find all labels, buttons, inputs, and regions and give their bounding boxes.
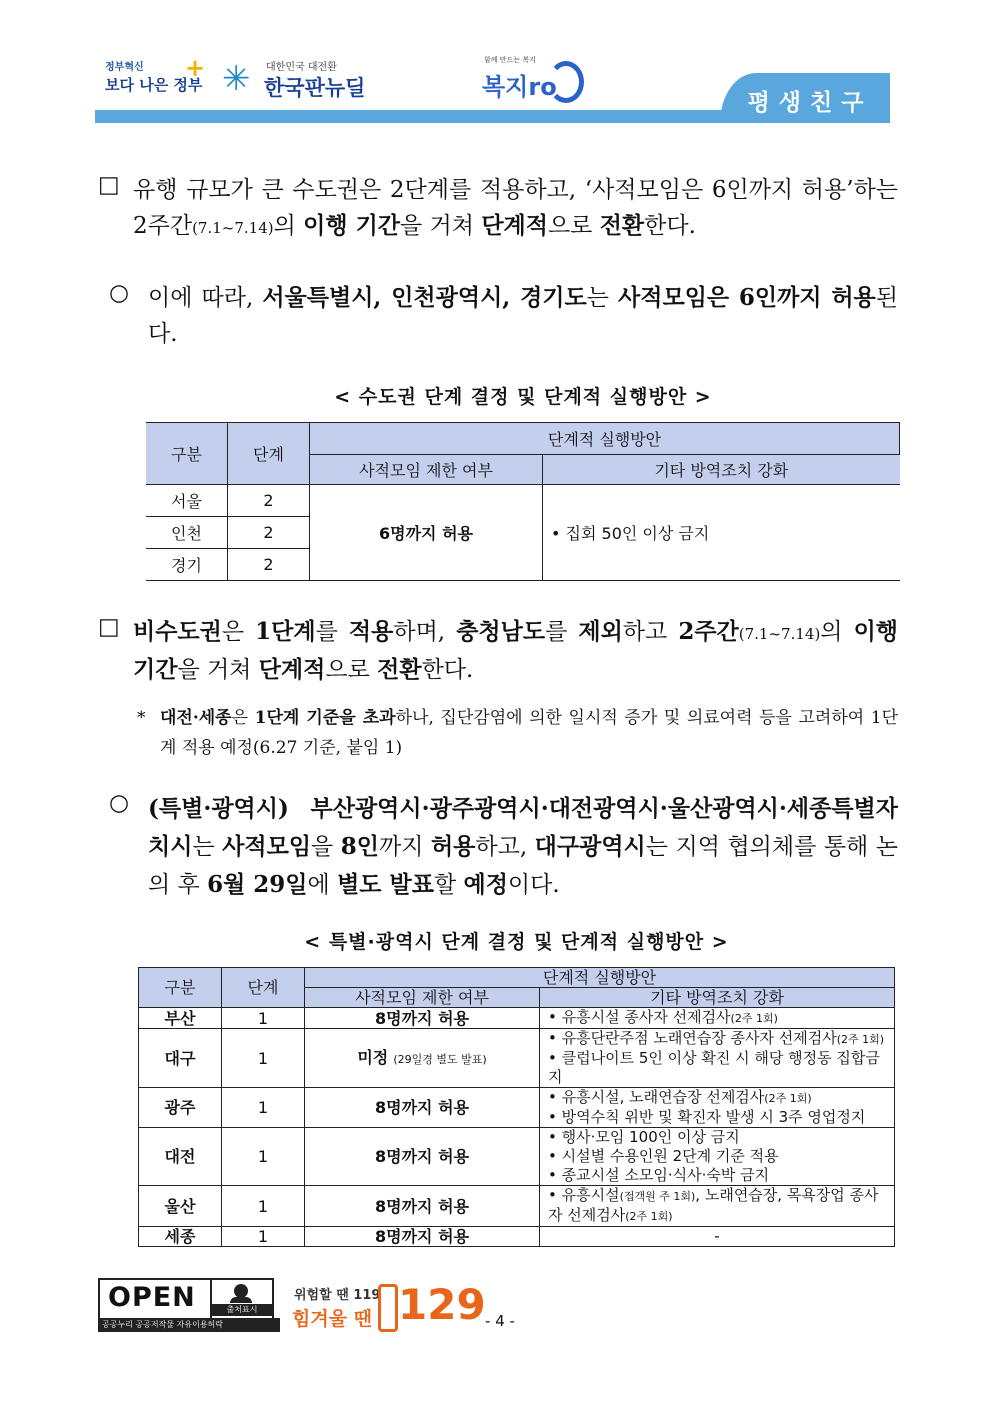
t2-level-cell: 1 [222,1029,305,1088]
t1-level-cell: 2 [228,549,310,581]
t2-header-gubun: 구분 [139,968,222,1008]
page-number: - 4 - [485,1312,515,1330]
t2-region-cell: 대전 [139,1128,222,1186]
t2-region-cell: 부산 [139,1008,222,1029]
table-row [139,1128,895,1186]
open-license-badge [98,1278,280,1330]
table-row [139,1029,895,1088]
logo3-top-text: 함께 만드는 복지 [484,56,536,64]
t1-header-other: 기타 방역조치 강화 [543,455,900,485]
t2-region-cell: 울산 [139,1186,222,1227]
logo-government-innovation [105,54,206,106]
t1-other-cell: • 집회 50인 이상 금지 [543,485,900,581]
open-label: OPEN [108,1282,196,1313]
table-row [139,1088,895,1128]
logo3-main-text: 복지ro [482,73,557,101]
t2-measures-cell: - [540,1227,895,1247]
plus-icon: + [185,54,206,82]
section1-bullet: □ [98,172,120,198]
t2-limit-cell: 미정 (29일경 별도 발표) [305,1029,540,1088]
person-icon [234,1284,248,1298]
t2-region-cell: 세종 [139,1227,222,1247]
hotline-top-text: 위험할 땐 119 [294,1288,381,1303]
section2-bullet: □ [98,614,120,640]
open-box [98,1278,212,1320]
section1-text: 유행 규모가 큰 수도권은 2단계를 적용하고, ‘사적모임은 6인까지 허용’하는 2주간(7.1~7.14)의 이행 기간을 거쳐 단계적으로 전환한다. [133,177,898,239]
t2-header-other: 기타 방역조치 강화 [540,988,895,1008]
open-license-subtext: 공공누리 공공저작물 자유이용허락 [98,1318,280,1332]
new-deal-star-icon: ✳ [222,59,251,99]
t1-level-cell: 2 [228,517,310,549]
t2-header-dangye: 단계 [222,968,305,1008]
table2-caption: < 특별·광역시 단계 결정 및 단계적 실행방안 > [304,931,729,953]
bokjiro-ring-icon [548,61,584,103]
table-row [146,485,900,517]
table2 [138,967,895,1247]
t2-limit-cell: 8명까지 허용 [305,1128,540,1186]
note-mark: * [137,708,146,728]
table-row [139,1227,895,1247]
logo-korean-new-deal [222,58,367,106]
t2-limit-cell: 8명까지 허용 [305,1008,540,1029]
phone-icon [378,1284,398,1332]
t1-region-cell: 인천 [146,517,228,549]
logo-bokjiro [482,55,582,105]
t2-limit-cell: 8명까지 허용 [305,1088,540,1128]
t1-header-gubun: 구분 [146,423,228,485]
t2-level-cell: 1 [222,1008,305,1029]
logo1-main-text: 보다 나은 정부 [105,76,203,94]
t2-level-cell: 1 [222,1088,305,1128]
t1-region-cell: 경기 [146,549,228,581]
t1-level-cell: 2 [228,485,310,517]
hotline-banner [292,1280,492,1335]
t2-region-cell: 광주 [139,1088,222,1128]
t2-header-plan: 단계적 실행방안 [305,968,895,988]
t2-limit-cell: 8명까지 허용 [305,1186,540,1227]
t1-limit-cell: 6명까지 허용 [310,485,543,581]
t1-region-cell: 서울 [146,485,228,517]
t2-measures-cell: • 유흥단란주점 노래연습장 종사자 선제검사(2주 1회) • 클럽나이트 5인 이상 확진 시 해당 행정동 집합금지 [540,1029,895,1088]
t2-measures-cell: • 행사·모임 100인 이상 금지 • 시설별 수용인원 2단계 기준 적용 • 종교시설 소모임·식사·숙박 금지 [540,1128,895,1186]
section2-sub-bullet: ○ [109,790,130,816]
t2-level-cell: 1 [222,1186,305,1227]
table1 [146,422,900,581]
t2-measures-cell: • 유흥시설, 노래연습장 선제검사(2주 1회) • 방역수칙 위반 및 확진자 발생 시 3주 영업정지 [540,1088,895,1128]
t2-level-cell: 1 [222,1227,305,1247]
t1-header-limit: 사적모임 제한 여부 [310,455,543,485]
attribution-label: 출처표시 [212,1304,272,1316]
t1-header-dangye: 단계 [228,423,310,485]
t2-region-cell: 대구 [139,1029,222,1088]
section1-sub-bullet: ○ [109,280,130,306]
note-text: 대전·세종은 1단계 기준을 초과하나, 집단감염에 의한 일시적 증가 및 의료여력 등을 고려하여 1단계 적용 예정(6.27 기준, 붙임 1) [160,708,899,758]
header-tab-label: 평생친구 [747,90,873,116]
t2-level-cell: 1 [222,1128,305,1186]
person-body-icon [230,1297,252,1303]
table-row [139,1008,895,1029]
logo1-top-text: 정부혁신 [105,62,144,73]
attribution-box [210,1278,274,1320]
t2-measures-cell: • 유흥시설(접객원 주 1회), 노래연습장, 목욕장업 종사자 선제검사(2주 1회) [540,1186,895,1227]
section2-text: 비수도권은 1단계를 적용하며, 충청남도를 제외하고 2주간(7.1~7.14)의 이행 기간을 거쳐 단계적으로 전환한다. [133,618,899,683]
t2-header-limit: 사적모임 제한 여부 [305,988,540,1008]
logo2-main-text: 한국판뉴딜 [264,76,366,100]
t1-header-plan: 단계적 실행방안 [310,423,900,455]
t2-limit-cell: 8명까지 허용 [305,1227,540,1247]
logo2-top-text: 대한민국 대전환 [266,62,337,73]
section2-sub-text: (특별·광역시) 부산광역시·광주광역시·대전광역시·울산광역시·세종특별자치시는 사적모임을 8인까지 허용하고, 대구광역시는 지역 협의체를 통해 논의 후 6월 29일에 별도 발표할 예정이다. [148,795,898,898]
table1-caption: < 수도권 단계 결정 및 단계적 실행방안 > [334,386,712,408]
table-row [139,1186,895,1227]
hotline-number: 129 [398,1280,486,1329]
hotline-main-text: 힘겨울 땐 [292,1308,373,1330]
section1-sub-text: 이에 따라, 서울특별시, 인천광역시, 경기도는 사적모임은 6인까지 허용된다. [148,284,898,347]
t2-measures-cell: • 유흥시설 종사자 선제검사(2주 1회) [540,1008,895,1029]
